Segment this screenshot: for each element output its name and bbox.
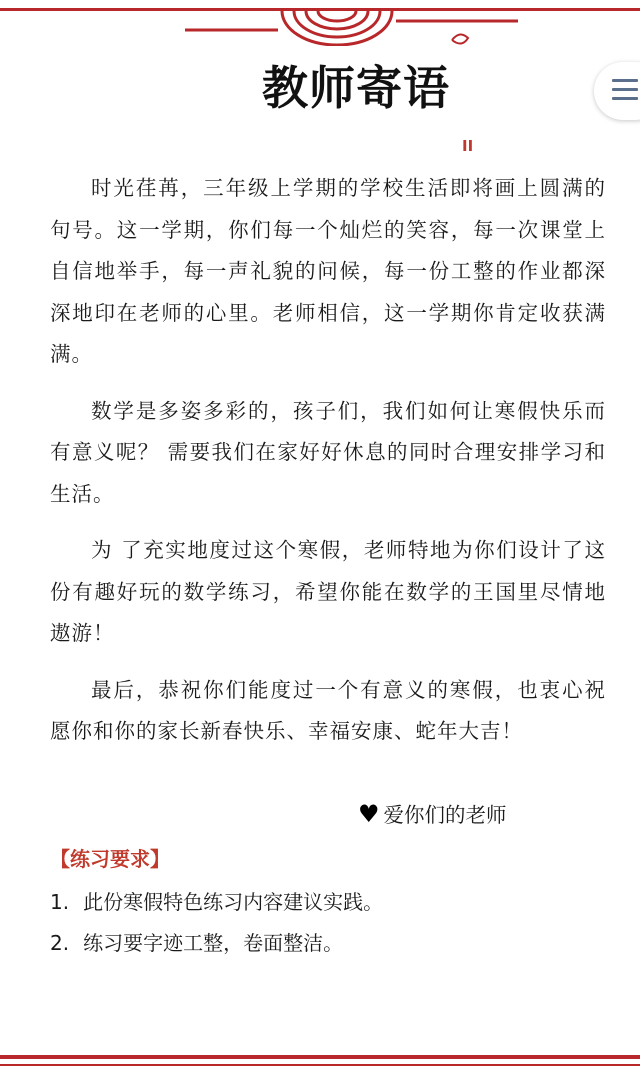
menu-button[interactable]	[594, 62, 640, 120]
title-decoration-mark: II	[462, 137, 474, 155]
page-title: 教师寄语	[262, 61, 450, 115]
requirements-heading: 【练习要求】	[50, 847, 170, 871]
requirement-number: 1.	[50, 890, 70, 914]
heart-icon: ♥	[358, 800, 380, 828]
requirement-number: 2.	[50, 931, 70, 955]
letter-paragraph: 为 了充实地度过这个寒假，老师特地为你们设计了这份有趣好玩的数学练习，希望你能在数学的王国里尽情地遨游！	[50, 538, 606, 645]
requirement-text: 此份寒假特色练习内容建议实践。	[83, 890, 384, 914]
hamburger-menu-icon	[612, 79, 638, 103]
letter-paragraph: 最后，恭祝你们能度过一个有意义的寒假，也衷心祝愿你和你的家长新春快乐、幸福安康、蛇年大吉！	[50, 677, 606, 743]
requirement-text: 练习要字迹工整，卷面整洁。	[83, 931, 344, 955]
requirement-item	[50, 884, 383, 920]
letter-paragraph: 数学是多姿多彩的，孩子们，我们如何让寒假快乐而有意义呢？ 需要我们在家好好休息的同时合理安排学习和生活。	[50, 398, 606, 506]
bottom-border-line	[0, 1055, 640, 1059]
letter-paragraph: 时光荏苒，三年级上学期的学校生活即将画上圆满的句号。这一学期，你们每一个灿烂的笑容，每一次课堂上自信地举手，每一声礼貌的问候，每一份工整的作业都深深地印在老师的心里。老师相信，这一学期你肯定收获满满。	[50, 176, 606, 366]
requirements-list	[50, 884, 383, 966]
signature-text: 爱你们的老师	[383, 803, 507, 827]
teacher-letter	[50, 168, 606, 768]
requirement-item	[50, 925, 383, 961]
bottom-border-line	[0, 1064, 640, 1066]
letter-signature	[358, 797, 507, 832]
